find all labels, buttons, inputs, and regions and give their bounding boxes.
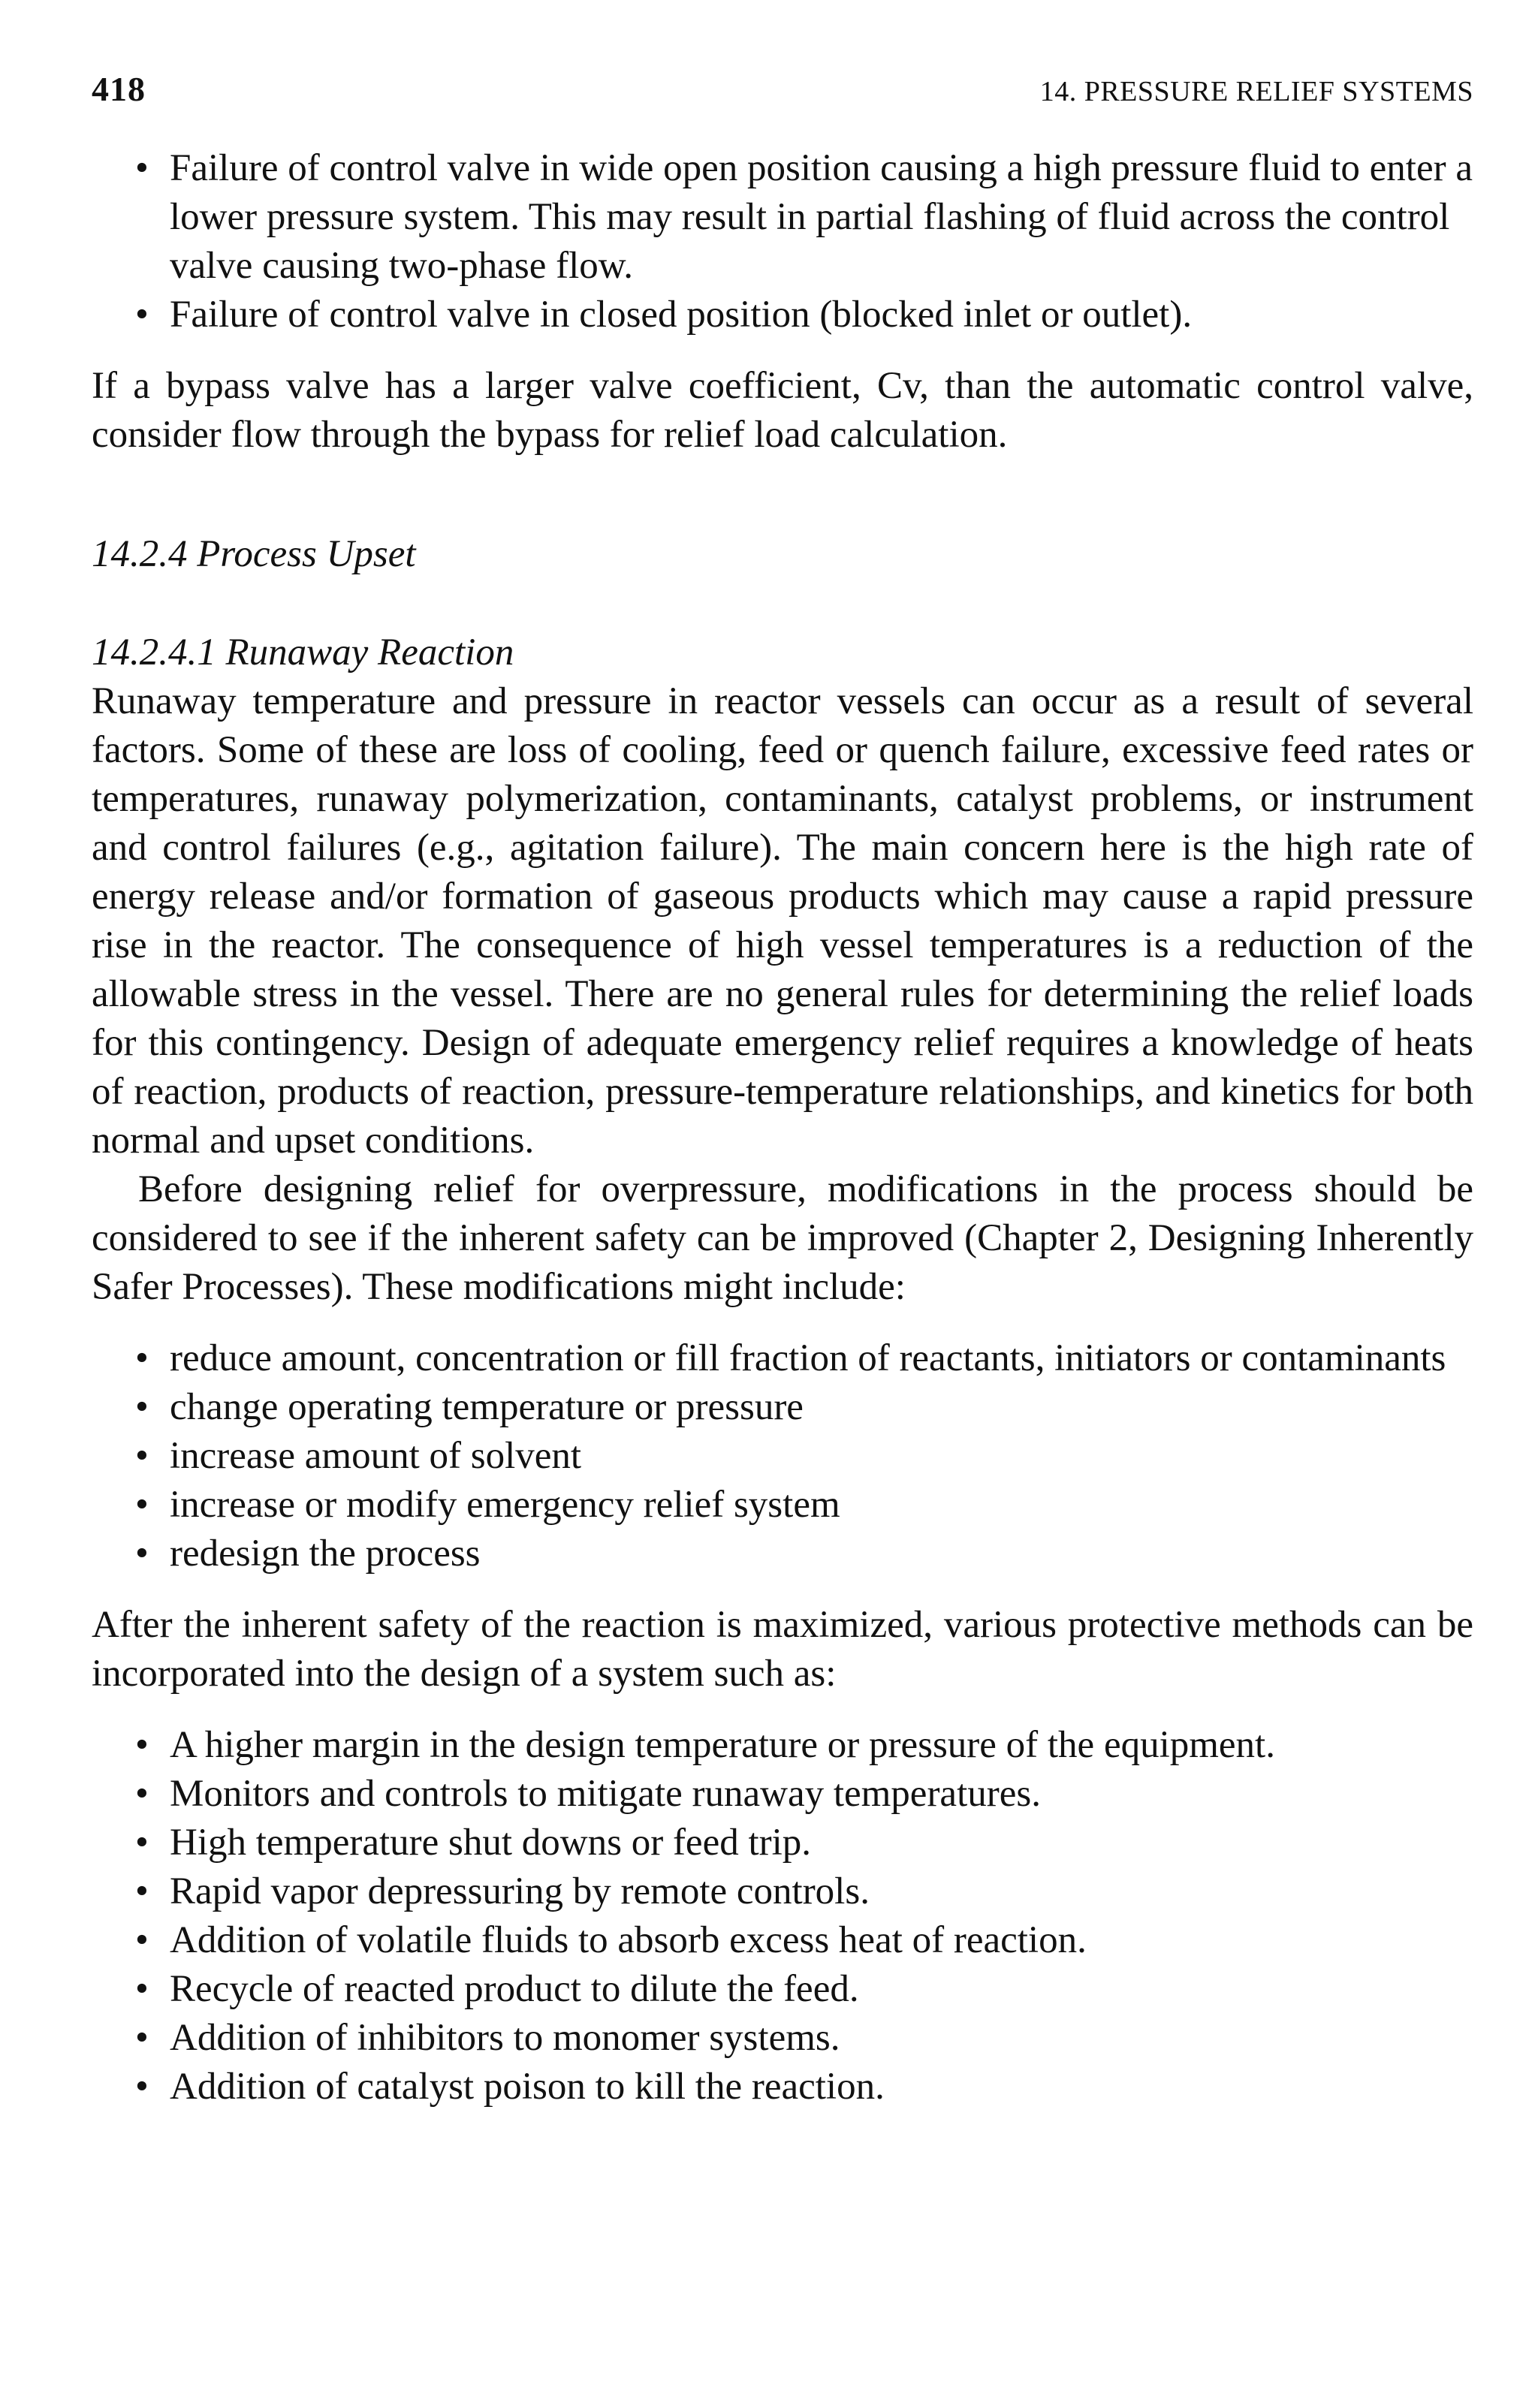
- runaway-paragraph: Runaway temperature and pressure in reactor vessels can occur as a result of several factors. Some of these are loss of cooling, feed or quench failure, excessive feed rates or temperatures, runaway polymerization, contaminants, catalyst problems, or instrument and control failures (e.g., agitation failure). The main concern here is the high rate of energy release and/or formation of gaseous products which may cause a rapid pressure rise in the reactor. The consequence of high vessel temperatures is a reduction of the allowable stress in the vessel. There are no general rules for determining the relief loads for this contingency. Design of adequate emergency relief requires a knowledge of heats of reaction, products of reaction, pressure-temperature relationships, and kinetics for both normal and upset conditions.: [92, 680, 1473, 1162]
- list-item: • Failure of control valve in wide open position causing a high pressure fluid to enter a lower pressure system. This may result in partial flashing of fluid across the control valve causing two-phase flow.: [92, 144, 1473, 291]
- protective-bullet-list: [92, 1721, 1473, 2111]
- section-heading: 14.2.4 Process Upset: [92, 533, 416, 575]
- protective-paragraph: After the inherent safety of the reaction is maximized, various protective methods can be incorporated into the design of a system such as:: [92, 1604, 1473, 1695]
- list-item: • Addition of catalyst poison to kill the reaction.: [92, 2063, 1473, 2111]
- top-bullet-list: [92, 144, 1473, 339]
- list-item: • increase amount of solvent: [92, 1432, 1473, 1481]
- list-item: • change operating temperature or pressure: [92, 1383, 1473, 1432]
- bypass-paragraph: If a bypass valve has a larger valve coefficient, Cv, than the automatic control valve, consider flow through the bypass for relief load calculation.: [92, 365, 1473, 456]
- subsection-heading: 14.2.4.1 Runaway Reaction: [92, 631, 514, 674]
- modification-bullet-list: [92, 1334, 1473, 1578]
- book-page: [92, 69, 1473, 2111]
- list-item: • Rapid vapor depressuring by remote controls.: [92, 1867, 1473, 1916]
- list-item: • A higher margin in the design temperature or pressure of the equipment.: [92, 1721, 1473, 1770]
- list-item: • Recycle of reacted product to dilute the feed.: [92, 1965, 1473, 2014]
- list-item: • Addition of volatile fluids to absorb excess heat of reaction.: [92, 1916, 1473, 1965]
- list-item: • High temperature shut downs or feed trip.: [92, 1819, 1473, 1867]
- list-item: • Monitors and controls to mitigate runaway temperatures.: [92, 1770, 1473, 1819]
- list-item: • Addition of inhibitors to monomer systems.: [92, 2014, 1473, 2063]
- page-header: [92, 69, 1473, 122]
- page-number: 418: [92, 70, 146, 108]
- list-item: • Failure of control valve in closed position (blocked inlet or outlet).: [92, 291, 1473, 339]
- running-head: 14. PRESSURE RELIEF SYSTEMS: [1039, 76, 1473, 107]
- modifications-paragraph: Before designing relief for overpressure, modifications in the process should be considered to see if the inherent safety can be improved (Chapter 2, Designing Inherently Safer Processes). These modifications might include:: [92, 1168, 1473, 1308]
- list-item: • increase or modify emergency relief system: [92, 1481, 1473, 1529]
- list-item: • reduce amount, concentration or fill fraction of reactants, initiators or contaminants: [92, 1334, 1473, 1383]
- list-item: • redesign the process: [92, 1529, 1473, 1578]
